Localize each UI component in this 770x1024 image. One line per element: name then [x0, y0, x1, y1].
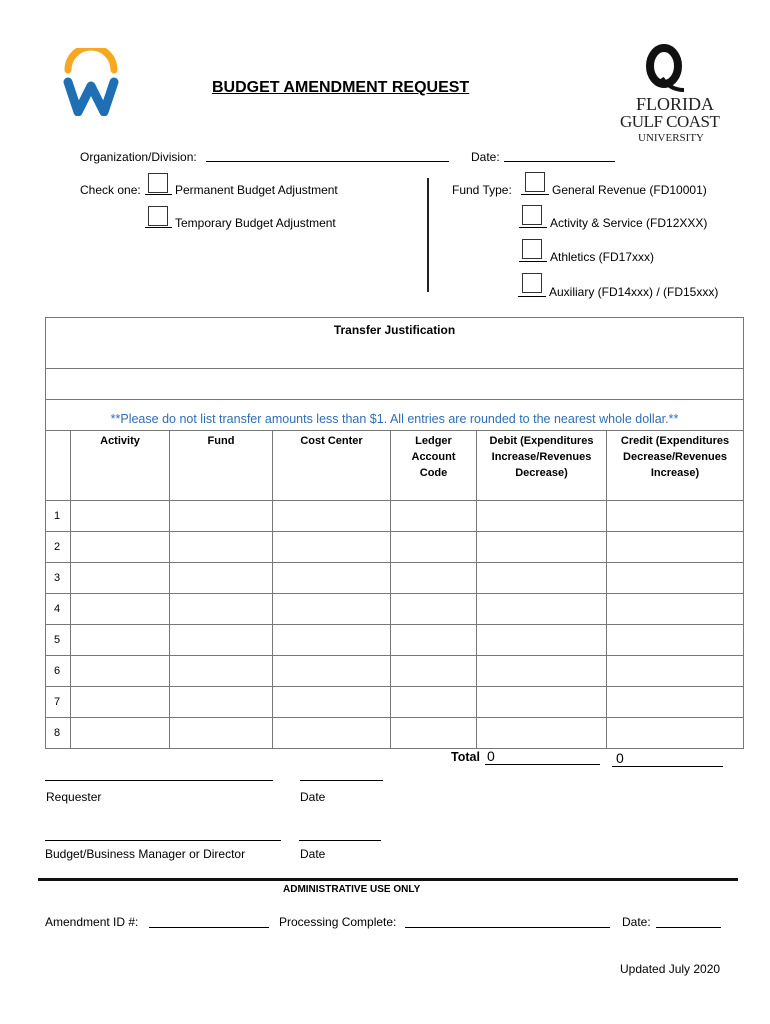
cell-debit[interactable] [477, 625, 607, 656]
processing-field[interactable] [405, 927, 610, 928]
total-label: Total [451, 750, 480, 764]
cell-fund[interactable] [170, 718, 273, 749]
row-number: 8 [46, 718, 71, 749]
fgcu-mark-icon [640, 44, 690, 94]
transfer-table [45, 430, 744, 749]
table-row [46, 532, 744, 563]
form-title: BUDGET AMENDMENT REQUEST [212, 79, 470, 96]
org-field[interactable] [206, 161, 449, 162]
cell-ledger[interactable] [391, 532, 477, 563]
cell-fund[interactable] [170, 687, 273, 718]
admin-date-field[interactable] [656, 927, 721, 928]
cell-cost-center[interactable] [273, 625, 391, 656]
total-credit-value: 0 [616, 750, 624, 766]
fund-general-checkbox[interactable] [525, 172, 545, 192]
temporary-checkbox[interactable] [148, 206, 168, 226]
row-number: 5 [46, 625, 71, 656]
fund-athletics-checkbox[interactable] [522, 239, 542, 259]
total-credit-line[interactable] [612, 766, 723, 767]
cell-ledger[interactable] [391, 718, 477, 749]
manager-signature-line[interactable] [45, 840, 281, 841]
header-row-num [46, 431, 71, 501]
cell-debit[interactable] [477, 718, 607, 749]
cell-fund[interactable] [170, 501, 273, 532]
fund-auxiliary-label: Auxiliary (FD14xxx) / (FD15xxx) [549, 285, 719, 299]
date-label: Date: [471, 150, 500, 164]
cell-activity[interactable] [71, 563, 170, 594]
fgcu-line3: UNIVERSITY [638, 132, 704, 144]
temporary-underline [145, 227, 172, 228]
fund-activity-label: Activity & Service (FD12XXX) [550, 216, 708, 230]
fund-general-label: General Revenue (FD10001) [552, 183, 707, 197]
table-row [46, 625, 744, 656]
row-number: 4 [46, 594, 71, 625]
cell-credit[interactable] [607, 594, 744, 625]
row-number: 2 [46, 532, 71, 563]
cell-fund[interactable] [170, 625, 273, 656]
cell-ledger[interactable] [391, 501, 477, 532]
permanent-label: Permanent Budget Adjustment [175, 183, 338, 197]
cell-cost-center[interactable] [273, 687, 391, 718]
cell-ledger[interactable] [391, 594, 477, 625]
date-field[interactable] [504, 161, 615, 162]
header-fund: Fund [170, 431, 273, 501]
cell-credit[interactable] [607, 687, 744, 718]
admin-title: ADMINISTRATIVE USE ONLY [283, 884, 421, 895]
cell-fund[interactable] [170, 532, 273, 563]
cell-cost-center[interactable] [273, 656, 391, 687]
cell-credit[interactable] [607, 718, 744, 749]
cell-ledger[interactable] [391, 687, 477, 718]
admin-divider [38, 878, 738, 881]
cell-ledger[interactable] [391, 656, 477, 687]
logo-w [68, 82, 114, 112]
cell-activity[interactable] [71, 501, 170, 532]
workday-logo [62, 48, 120, 116]
table-row [46, 718, 744, 749]
row-number: 1 [46, 501, 71, 532]
cell-activity[interactable] [71, 532, 170, 563]
manager-date-label: Date [300, 847, 326, 861]
cell-cost-center[interactable] [273, 594, 391, 625]
cell-debit[interactable] [477, 532, 607, 563]
cell-credit[interactable] [607, 625, 744, 656]
cell-credit[interactable] [607, 563, 744, 594]
cell-activity[interactable] [71, 718, 170, 749]
fgcu-line2: GULF COAST [620, 112, 720, 131]
requester-label: Requester [46, 790, 102, 804]
cell-ledger[interactable] [391, 625, 477, 656]
permanent-underline [145, 194, 172, 195]
fund-activity-underline [519, 227, 547, 228]
row-number: 6 [46, 656, 71, 687]
fund-athletics-underline [519, 261, 547, 262]
requester-signature-line[interactable] [45, 780, 273, 781]
table-row [46, 501, 744, 532]
justification-sep-2 [45, 399, 743, 400]
cell-activity[interactable] [71, 594, 170, 625]
cell-cost-center[interactable] [273, 532, 391, 563]
cell-debit[interactable] [477, 687, 607, 718]
cell-cost-center[interactable] [273, 563, 391, 594]
cell-credit[interactable] [607, 532, 744, 563]
fund-auxiliary-checkbox[interactable] [522, 273, 542, 293]
header-debit: Debit (Expenditures Increase/Revenues Decrease) [477, 431, 607, 501]
cell-credit[interactable] [607, 656, 744, 687]
cell-activity[interactable] [71, 625, 170, 656]
fund-athletics-label: Athletics (FD17xxx) [550, 250, 655, 264]
cell-credit[interactable] [607, 501, 744, 532]
cell-activity[interactable] [71, 687, 170, 718]
table-row [46, 563, 744, 594]
cell-debit[interactable] [477, 656, 607, 687]
cell-fund[interactable] [170, 594, 273, 625]
cell-cost-center[interactable] [273, 718, 391, 749]
updated-note: Updated July 2020 [620, 962, 721, 976]
logo-arc [68, 48, 114, 70]
justification-input[interactable] [46, 369, 742, 399]
header-ledger: Ledger Account Code [391, 431, 477, 501]
header-activity: Activity [71, 431, 170, 501]
total-debit-value: 0 [487, 748, 495, 764]
org-label: Organization/Division: [80, 150, 197, 164]
header-cost-center: Cost Center [273, 431, 391, 501]
cell-debit[interactable] [477, 563, 607, 594]
cell-ledger[interactable] [391, 563, 477, 594]
cell-debit[interactable] [477, 594, 607, 625]
fgcu-line1: FLORIDA [636, 94, 715, 114]
table-row [46, 594, 744, 625]
permanent-checkbox[interactable] [148, 173, 168, 193]
amendment-id-field[interactable] [149, 927, 269, 928]
cell-fund[interactable] [170, 656, 273, 687]
cell-cost-center[interactable] [273, 501, 391, 532]
cell-activity[interactable] [71, 656, 170, 687]
cell-debit[interactable] [477, 501, 607, 532]
fund-activity-checkbox[interactable] [522, 205, 542, 225]
fund-general-underline [521, 194, 549, 195]
processing-label: Processing Complete: [279, 915, 397, 929]
fgcu-logo [618, 44, 724, 148]
justification-title: Transfer Justification [333, 323, 456, 337]
table-row [46, 656, 744, 687]
amendment-id-label: Amendment ID #: [45, 915, 139, 929]
cell-fund[interactable] [170, 563, 273, 594]
requester-date-line[interactable] [300, 780, 383, 781]
row-number: 7 [46, 687, 71, 718]
table-header-row [46, 431, 744, 501]
section-divider [427, 178, 429, 292]
manager-date-line[interactable] [299, 840, 381, 841]
temporary-label: Temporary Budget Adjustment [175, 216, 336, 230]
fund-auxiliary-underline [518, 296, 546, 297]
total-debit-line[interactable] [485, 764, 600, 765]
check-one-label: Check one: [80, 183, 141, 197]
fund-type-label: Fund Type: [452, 183, 512, 197]
row-number: 3 [46, 563, 71, 594]
rounding-notice: **Please do not list transfer amounts less than $1. All entries are rounded to the nearest whole dollar.** [110, 412, 679, 426]
admin-date-label: Date: [622, 915, 651, 929]
requester-date-label: Date [300, 790, 326, 804]
table-row [46, 687, 744, 718]
header-credit: Credit (Expenditures Decrease/Revenues Increase) [607, 431, 744, 501]
manager-label: Budget/Business Manager or Director [45, 847, 246, 861]
